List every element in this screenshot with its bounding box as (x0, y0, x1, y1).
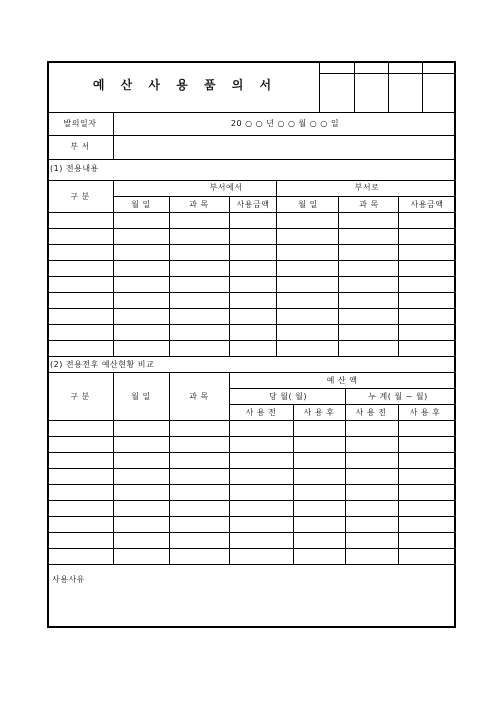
approval-box-3[interactable] (389, 74, 422, 112)
dept-field[interactable] (114, 136, 454, 158)
reason-label: 사용사유 (52, 575, 85, 584)
section1-subheader-3: 사용금액 (236, 200, 270, 209)
section2-subheader-4: 사 용 후 (409, 408, 441, 417)
section1-division-label: 구 분 (70, 192, 90, 201)
date-value[interactable]: 20 ○ ○ 년 ○ ○ 월 ○ ○ 일 (230, 119, 340, 128)
section1-from-label: 부서에서 (209, 183, 243, 192)
approval-box-2[interactable] (355, 74, 388, 112)
reason-field[interactable] (49, 566, 454, 626)
section2-heading: (2) 전용전후 예산현황 비교 (50, 360, 155, 369)
section1-subheader-5: 과 목 (359, 200, 379, 209)
approval-box-1[interactable] (320, 74, 354, 112)
section2-month-day-label: 월 일 (131, 392, 151, 401)
section1-subheader-6: 사용금액 (410, 200, 444, 209)
dept-label: 부 서 (70, 142, 90, 151)
section2-subheader-2: 사 용 후 (303, 408, 335, 417)
section1-subheader-4: 월 일 (298, 200, 318, 209)
section2-division-label: 구 분 (70, 392, 90, 401)
section2-cumulative-label: 누 계( 월 ~ 월) (368, 392, 428, 401)
section2-subheader-1: 사 용 전 (245, 408, 277, 417)
outer-border-left (47, 61, 49, 628)
date-label: 발의일자 (63, 119, 97, 128)
section2-budget-label: 예 산 액 (326, 376, 358, 385)
section2-subheader-3: 사 용 전 (355, 408, 387, 417)
section2-current-month-label: 당 월( 월) (268, 392, 308, 401)
form-title: 예 산 사 용 품 의 서 (92, 78, 278, 92)
outer-border-right (454, 61, 456, 628)
outer-border-bottom (47, 626, 456, 628)
section1-to-label: 부서로 (354, 183, 380, 192)
approval-box-4[interactable] (423, 74, 454, 112)
section2-subject-label: 과 목 (189, 392, 209, 401)
section1-subheader-1: 월 일 (131, 200, 151, 209)
section1-subheader-2: 과 목 (189, 200, 209, 209)
section1-heading: (1) 전용내용 (50, 164, 99, 173)
outer-border-top (47, 61, 456, 63)
